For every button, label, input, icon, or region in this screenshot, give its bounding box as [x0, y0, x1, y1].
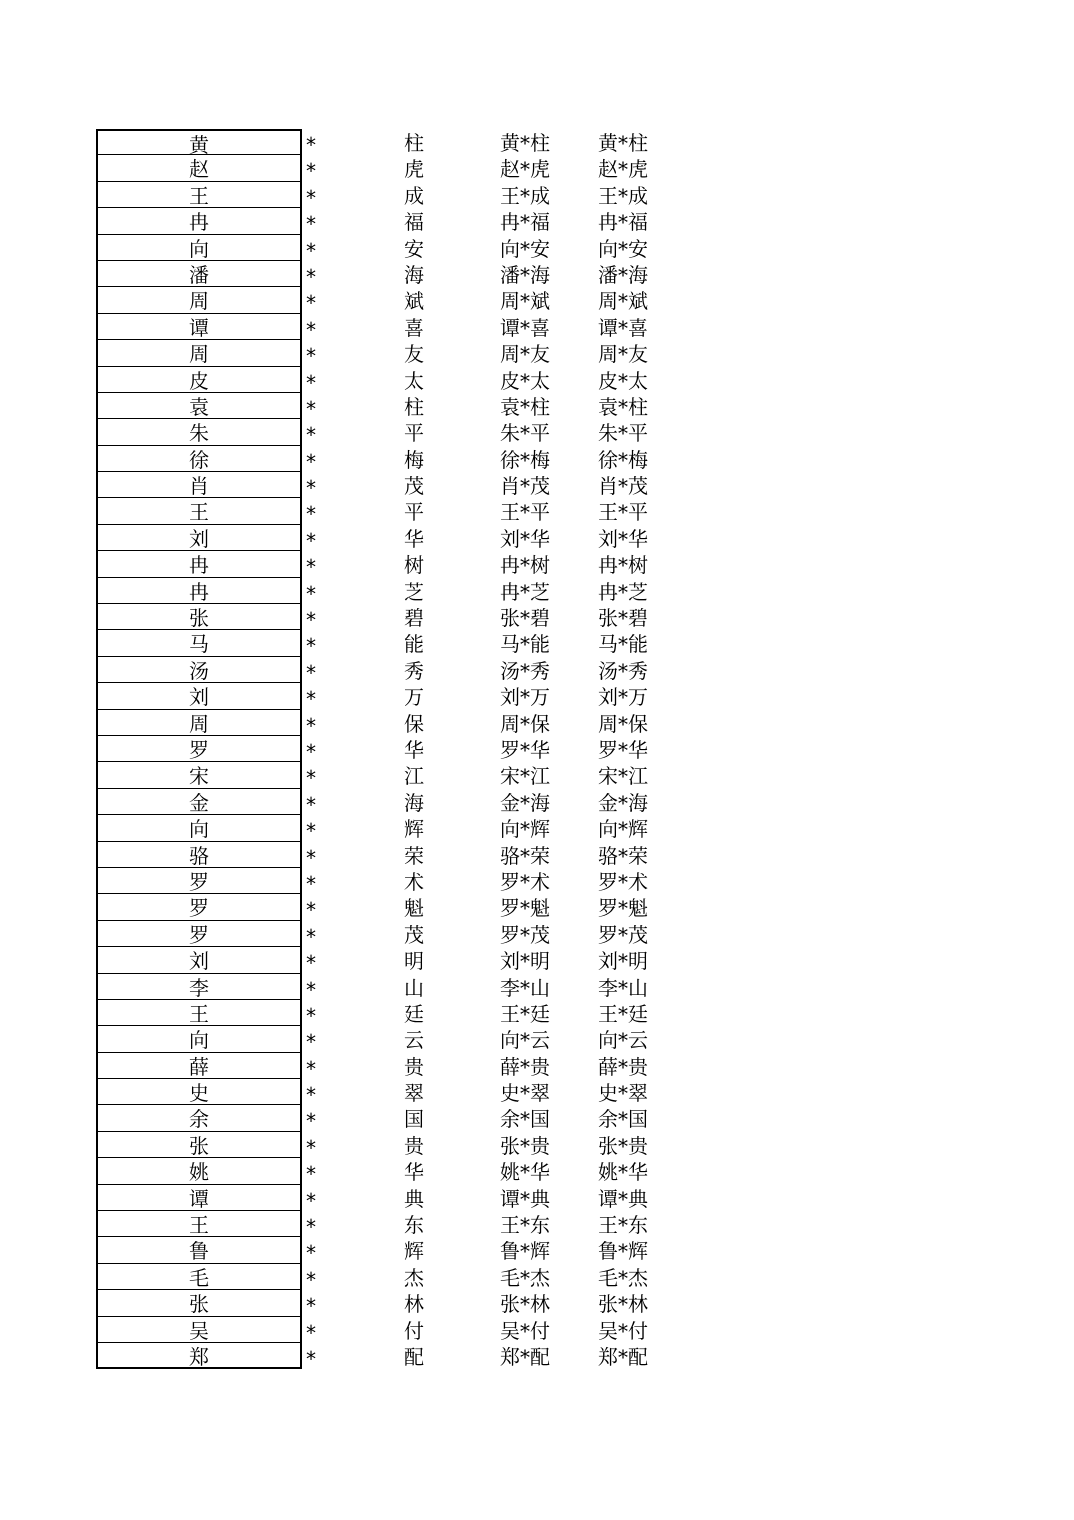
- surname-cell[interactable]: 冉: [96, 208, 302, 234]
- mask-mark-cell[interactable]: *: [305, 1135, 318, 1160]
- mask-mark-cell[interactable]: *: [305, 977, 318, 1002]
- surname-cell[interactable]: 刘: [96, 683, 302, 709]
- masked-name-cell[interactable]: 郑*配: [500, 1344, 550, 1369]
- masked-name-copy-cell[interactable]: 皮*太: [598, 368, 648, 393]
- masked-name-cell[interactable]: 史*翠: [500, 1081, 550, 1106]
- given-name-cell[interactable]: 柱: [404, 131, 424, 155]
- mask-mark-cell[interactable]: *: [305, 1003, 318, 1028]
- given-name-cell[interactable]: 梅: [404, 447, 424, 472]
- table-row: [96, 1132, 696, 1158]
- given-name-cell[interactable]: 友: [404, 342, 424, 367]
- table-row: [96, 604, 696, 633]
- mask-mark-cell[interactable]: *: [305, 898, 318, 923]
- masked-name-copy-cell[interactable]: 罗*茂: [598, 922, 648, 947]
- table-row: [96, 261, 696, 287]
- given-name-cell[interactable]: 术: [404, 869, 424, 894]
- masked-name-cell[interactable]: 宋*江: [500, 764, 550, 789]
- masked-name-cell[interactable]: 汤*秀: [500, 658, 550, 683]
- surname-cell[interactable]: 谭: [96, 314, 302, 340]
- mask-mark-cell[interactable]: *: [305, 924, 318, 949]
- masked-name-cell[interactable]: 周*斌: [500, 289, 550, 314]
- masked-name-cell[interactable]: 李*山: [500, 975, 550, 1000]
- mask-mark-cell[interactable]: *: [305, 739, 318, 764]
- surname-cell[interactable]: 史: [96, 1079, 302, 1105]
- table-row: [96, 1053, 696, 1079]
- surname-cell[interactable]: 王: [96, 1211, 302, 1237]
- masked-name-cell[interactable]: 王*平: [500, 500, 550, 525]
- masked-name-copy-cell[interactable]: 郑*配: [598, 1344, 648, 1369]
- surname-cell[interactable]: 张: [96, 604, 302, 630]
- mask-mark-cell[interactable]: *: [305, 819, 318, 844]
- surname-cell[interactable]: 刘: [96, 947, 302, 973]
- mask-mark-cell[interactable]: *: [305, 396, 318, 421]
- surname-cell[interactable]: 骆: [96, 842, 302, 868]
- masked-name-cell[interactable]: 徐*梅: [500, 447, 550, 472]
- masked-name-copy-cell[interactable]: 冉*福: [598, 210, 648, 235]
- masked-name-cell[interactable]: 赵*虎: [500, 157, 550, 182]
- table-row: [96, 789, 696, 815]
- mask-mark-cell[interactable]: *: [305, 1162, 318, 1187]
- masked-name-copy-cell[interactable]: 周*斌: [598, 289, 648, 314]
- mask-mark-cell[interactable]: *: [305, 317, 318, 342]
- masked-name-copy-cell[interactable]: 朱*平: [598, 421, 648, 446]
- table-row: [96, 894, 696, 923]
- given-name-cell[interactable]: 林: [404, 1292, 424, 1317]
- surname-cell[interactable]: 余: [96, 1105, 302, 1131]
- masked-name-cell[interactable]: 冉*芝: [500, 579, 550, 604]
- table-row: [96, 446, 696, 472]
- masked-name-copy-cell[interactable]: 徐*梅: [598, 447, 648, 472]
- table-row: [96, 1185, 696, 1211]
- mask-mark-cell[interactable]: *: [305, 555, 318, 580]
- surname-cell[interactable]: 李: [96, 974, 302, 1000]
- masked-name-cell[interactable]: 金*海: [500, 790, 550, 815]
- surname-cell[interactable]: 向: [96, 235, 302, 261]
- surname-cell[interactable]: 张: [96, 1290, 302, 1316]
- masked-name-cell[interactable]: 罗*茂: [500, 922, 550, 947]
- masked-name-cell[interactable]: 骆*荣: [500, 843, 550, 868]
- given-name-cell[interactable]: 碧: [404, 606, 424, 631]
- masked-name-copy-cell[interactable]: 赵*虎: [598, 157, 648, 182]
- surname-cell[interactable]: 向: [96, 815, 302, 841]
- masked-name-cell[interactable]: 周*保: [500, 711, 550, 736]
- surname-cell[interactable]: 薛: [96, 1053, 302, 1079]
- table-row: [96, 235, 696, 261]
- masked-name-cell[interactable]: 周*友: [500, 342, 550, 367]
- table-row: [96, 155, 696, 184]
- masked-name-copy-cell[interactable]: 向*辉: [598, 817, 648, 842]
- masked-name-copy-cell[interactable]: 肖*茂: [598, 474, 648, 499]
- surname-cell[interactable]: 鲁: [96, 1237, 302, 1263]
- masked-name-cell[interactable]: 张*贵: [500, 1133, 550, 1158]
- table-row: [96, 340, 696, 369]
- mask-mark-cell[interactable]: *: [305, 581, 318, 606]
- masked-name-cell[interactable]: 罗*魁: [500, 896, 550, 921]
- surname-cell[interactable]: 郑: [96, 1343, 302, 1369]
- masked-name-cell[interactable]: 姚*华: [500, 1160, 550, 1185]
- masked-name-cell[interactable]: 谭*典: [500, 1186, 550, 1211]
- mask-mark-cell[interactable]: *: [305, 449, 318, 474]
- table-row: [96, 630, 696, 659]
- masked-name-cell[interactable]: 向*辉: [500, 817, 550, 842]
- masked-name-copy-cell[interactable]: 张*贵: [598, 1133, 648, 1158]
- table-row: [96, 1079, 696, 1108]
- given-name-cell[interactable]: 贵: [404, 1133, 424, 1158]
- masked-name-cell[interactable]: 罗*术: [500, 869, 550, 894]
- surname-cell[interactable]: 王: [96, 182, 302, 208]
- surname-cell[interactable]: 刘: [96, 525, 302, 551]
- mask-mark-cell[interactable]: *: [305, 1215, 318, 1240]
- surname-cell[interactable]: 赵: [96, 155, 302, 181]
- given-name-cell[interactable]: 魁: [404, 896, 424, 921]
- masked-name-copy-cell[interactable]: 金*海: [598, 790, 648, 815]
- given-name-cell[interactable]: 万: [404, 685, 424, 710]
- given-name-cell[interactable]: 海: [404, 790, 424, 815]
- masked-name-cell[interactable]: 向*安: [500, 236, 550, 261]
- mask-mark-cell[interactable]: *: [305, 502, 318, 527]
- masked-name-copy-cell[interactable]: 罗*华: [598, 737, 648, 762]
- given-name-cell[interactable]: 保: [404, 711, 424, 736]
- masked-name-cell[interactable]: 罗*华: [500, 737, 550, 762]
- table-row: [96, 578, 696, 604]
- masked-name-copy-cell[interactable]: 王*成: [598, 183, 648, 208]
- masked-name-copy-cell[interactable]: 周*保: [598, 711, 648, 736]
- surname-cell[interactable]: 朱: [96, 419, 302, 445]
- table-row: [96, 657, 696, 683]
- surname-cell[interactable]: 王: [96, 498, 302, 524]
- surname-cell[interactable]: 谭: [96, 1185, 302, 1211]
- masked-name-copy-cell[interactable]: 李*山: [598, 975, 648, 1000]
- masked-name-copy-cell[interactable]: 冉*芝: [598, 579, 648, 604]
- masked-name-cell[interactable]: 黄*柱: [500, 131, 550, 155]
- masked-name-copy-cell[interactable]: 姚*华: [598, 1160, 648, 1185]
- masked-name-cell[interactable]: 张*林: [500, 1292, 550, 1317]
- masked-name-copy-cell[interactable]: 向*云: [598, 1028, 648, 1053]
- given-name-cell[interactable]: 杰: [404, 1265, 424, 1290]
- masked-name-cell[interactable]: 朱*平: [500, 421, 550, 446]
- masked-name-cell[interactable]: 肖*茂: [500, 474, 550, 499]
- mask-mark-cell[interactable]: *: [305, 528, 318, 553]
- masked-name-cell[interactable]: 余*国: [500, 1107, 550, 1132]
- table-row: [96, 842, 696, 868]
- masked-name-copy-cell[interactable]: 汤*秀: [598, 658, 648, 683]
- surname-cell[interactable]: 周: [96, 287, 302, 313]
- given-name-cell[interactable]: 荣: [404, 843, 424, 868]
- surname-cell[interactable]: 皮: [96, 367, 302, 393]
- masked-name-copy-cell[interactable]: 谭*典: [598, 1186, 648, 1211]
- given-name-cell[interactable]: 东: [404, 1213, 424, 1238]
- surname-cell[interactable]: 姚: [96, 1158, 302, 1184]
- surname-cell[interactable]: 周: [96, 340, 302, 366]
- masked-name-copy-cell[interactable]: 史*翠: [598, 1081, 648, 1106]
- masked-name-copy-cell[interactable]: 张*林: [598, 1292, 648, 1317]
- given-name-cell[interactable]: 辉: [404, 1239, 424, 1264]
- masked-name-copy-cell[interactable]: 余*国: [598, 1107, 648, 1132]
- given-name-cell[interactable]: 海: [404, 262, 424, 287]
- surname-cell[interactable]: 宋: [96, 762, 302, 788]
- masked-name-copy-cell[interactable]: 刘*华: [598, 526, 648, 551]
- mask-mark-cell[interactable]: *: [305, 133, 318, 157]
- mask-mark-cell[interactable]: *: [305, 185, 318, 210]
- mask-mark-cell[interactable]: *: [305, 792, 318, 817]
- masked-name-copy-cell[interactable]: 周*友: [598, 342, 648, 367]
- given-name-cell[interactable]: 付: [404, 1318, 424, 1343]
- given-name-cell[interactable]: 树: [404, 553, 424, 578]
- mask-mark-cell[interactable]: *: [305, 687, 318, 712]
- table-row: [96, 1343, 696, 1369]
- mask-mark-cell[interactable]: *: [305, 1320, 318, 1345]
- table-row: [96, 393, 696, 419]
- given-name-cell[interactable]: 明: [404, 949, 424, 974]
- table-row: [96, 921, 696, 947]
- masked-name-copy-cell[interactable]: 张*碧: [598, 606, 648, 631]
- mask-mark-cell[interactable]: *: [305, 1030, 318, 1055]
- name-table: [96, 129, 696, 1369]
- surname-cell[interactable]: 冉: [96, 551, 302, 577]
- table-row: [96, 1105, 696, 1134]
- mask-mark-cell[interactable]: *: [305, 1241, 318, 1266]
- table-row: [96, 314, 696, 340]
- surname-cell[interactable]: 毛: [96, 1264, 302, 1290]
- table-row: [96, 1158, 696, 1187]
- masked-name-cell[interactable]: 向*云: [500, 1028, 550, 1053]
- given-name-cell[interactable]: 安: [404, 236, 424, 261]
- masked-name-cell[interactable]: 谭*喜: [500, 315, 550, 340]
- mask-mark-cell[interactable]: *: [305, 1294, 318, 1319]
- masked-name-cell[interactable]: 王*成: [500, 183, 550, 208]
- masked-name-cell[interactable]: 袁*柱: [500, 394, 550, 419]
- masked-name-cell[interactable]: 吴*付: [500, 1318, 550, 1343]
- table-row: [96, 1211, 696, 1240]
- surname-cell[interactable]: 向: [96, 1026, 302, 1052]
- masked-name-cell[interactable]: 冉*树: [500, 553, 550, 578]
- table-row: [96, 1026, 696, 1055]
- masked-name-copy-cell[interactable]: 黄*柱: [598, 131, 648, 155]
- mask-mark-cell[interactable]: *: [305, 608, 318, 633]
- given-name-cell[interactable]: 辉: [404, 817, 424, 842]
- table-row: [96, 683, 696, 712]
- table-row: [96, 419, 696, 448]
- given-name-cell[interactable]: 云: [404, 1028, 424, 1053]
- table-row: [96, 1264, 696, 1290]
- surname-cell[interactable]: 马: [96, 630, 302, 656]
- masked-name-copy-cell[interactable]: 宋*江: [598, 764, 648, 789]
- given-name-cell[interactable]: 华: [404, 737, 424, 762]
- mask-mark-cell[interactable]: *: [305, 370, 318, 395]
- given-name-cell[interactable]: 贵: [404, 1054, 424, 1079]
- masked-name-copy-cell[interactable]: 王*东: [598, 1213, 648, 1238]
- mask-mark-cell[interactable]: *: [305, 423, 318, 448]
- table-row: [96, 208, 696, 237]
- mask-mark-cell[interactable]: *: [305, 476, 318, 501]
- given-name-cell[interactable]: 华: [404, 526, 424, 551]
- given-name-cell[interactable]: 典: [404, 1186, 424, 1211]
- surname-cell[interactable]: 周: [96, 710, 302, 736]
- masked-name-cell[interactable]: 王*东: [500, 1213, 550, 1238]
- masked-name-copy-cell[interactable]: 吴*付: [598, 1318, 648, 1343]
- mask-mark-cell[interactable]: *: [305, 291, 318, 316]
- table-row: [96, 1317, 696, 1343]
- mask-mark-cell[interactable]: *: [305, 1188, 318, 1213]
- surname-cell[interactable]: 肖: [96, 472, 302, 498]
- given-name-cell[interactable]: 江: [404, 764, 424, 789]
- mask-mark-cell[interactable]: *: [305, 634, 318, 659]
- masked-name-copy-cell[interactable]: 向*安: [598, 236, 648, 261]
- given-name-cell[interactable]: 喜: [404, 315, 424, 340]
- table-row: [96, 710, 696, 736]
- masked-name-copy-cell[interactable]: 薛*贵: [598, 1054, 648, 1079]
- given-name-cell[interactable]: 山: [404, 975, 424, 1000]
- surname-cell[interactable]: 罗: [96, 921, 302, 947]
- surname-cell[interactable]: 冉: [96, 578, 302, 604]
- table-row: [96, 815, 696, 844]
- table-row: [96, 1290, 696, 1319]
- given-name-cell[interactable]: 能: [404, 632, 424, 657]
- table-row: [96, 182, 696, 208]
- mask-mark-cell[interactable]: *: [305, 951, 318, 976]
- masked-name-copy-cell[interactable]: 鲁*辉: [598, 1239, 648, 1264]
- masked-name-cell[interactable]: 刘*万: [500, 685, 550, 710]
- given-name-cell[interactable]: 国: [404, 1107, 424, 1132]
- mask-mark-cell[interactable]: *: [305, 212, 318, 237]
- surname-cell[interactable]: 潘: [96, 261, 302, 287]
- given-name-cell[interactable]: 福: [404, 210, 424, 235]
- surname-cell[interactable]: 罗: [96, 868, 302, 894]
- given-name-cell[interactable]: 芝: [404, 579, 424, 604]
- masked-name-copy-cell[interactable]: 袁*柱: [598, 394, 648, 419]
- table-row: [96, 736, 696, 762]
- mask-mark-cell[interactable]: *: [305, 871, 318, 896]
- surname-cell[interactable]: 袁: [96, 393, 302, 419]
- table-row: [96, 1000, 696, 1026]
- given-name-cell[interactable]: 柱: [404, 394, 424, 419]
- table-row: [96, 974, 696, 1000]
- mask-mark-cell[interactable]: *: [305, 1267, 318, 1292]
- given-name-cell[interactable]: 平: [404, 421, 424, 446]
- table-row: [96, 947, 696, 976]
- masked-name-copy-cell[interactable]: 罗*术: [598, 869, 648, 894]
- given-name-cell[interactable]: 斌: [404, 289, 424, 314]
- table-row: [96, 551, 696, 580]
- given-name-cell[interactable]: 虎: [404, 157, 424, 182]
- mask-mark-cell[interactable]: *: [305, 1083, 318, 1108]
- masked-name-copy-cell[interactable]: 谭*喜: [598, 315, 648, 340]
- masked-name-copy-cell[interactable]: 罗*魁: [598, 896, 648, 921]
- given-name-cell[interactable]: 秀: [404, 658, 424, 683]
- surname-cell[interactable]: 吴: [96, 1317, 302, 1343]
- given-name-cell[interactable]: 翠: [404, 1081, 424, 1106]
- table-row: [96, 367, 696, 393]
- surname-cell[interactable]: 黄: [96, 129, 302, 155]
- given-name-cell[interactable]: 茂: [404, 474, 424, 499]
- mask-mark-cell[interactable]: *: [305, 264, 318, 289]
- surname-cell[interactable]: 徐: [96, 446, 302, 472]
- table-row: [96, 868, 696, 894]
- masked-name-cell[interactable]: 冉*福: [500, 210, 550, 235]
- masked-name-copy-cell[interactable]: 毛*杰: [598, 1265, 648, 1290]
- masked-name-cell[interactable]: 潘*海: [500, 262, 550, 287]
- given-name-cell[interactable]: 廷: [404, 1001, 424, 1026]
- masked-name-copy-cell[interactable]: 刘*明: [598, 949, 648, 974]
- surname-cell[interactable]: 罗: [96, 894, 302, 920]
- table-row: [96, 762, 696, 791]
- masked-name-cell[interactable]: 毛*杰: [500, 1265, 550, 1290]
- masked-name-cell[interactable]: 鲁*辉: [500, 1239, 550, 1264]
- given-name-cell[interactable]: 华: [404, 1160, 424, 1185]
- mask-mark-cell[interactable]: *: [305, 159, 318, 184]
- masked-name-copy-cell[interactable]: 骆*荣: [598, 843, 648, 868]
- masked-name-copy-cell[interactable]: 刘*万: [598, 685, 648, 710]
- given-name-cell[interactable]: 太: [404, 368, 424, 393]
- mask-mark-cell[interactable]: *: [305, 845, 318, 870]
- given-name-cell[interactable]: 配: [404, 1344, 424, 1369]
- given-name-cell[interactable]: 茂: [404, 922, 424, 947]
- table-row: [96, 287, 696, 316]
- masked-name-cell[interactable]: 刘*明: [500, 949, 550, 974]
- surname-cell[interactable]: 罗: [96, 736, 302, 762]
- surname-cell[interactable]: 王: [96, 1000, 302, 1026]
- given-name-cell[interactable]: 成: [404, 183, 424, 208]
- table-row: [96, 472, 696, 501]
- mask-mark-cell[interactable]: *: [305, 238, 318, 263]
- masked-name-cell[interactable]: 王*廷: [500, 1001, 550, 1026]
- masked-name-copy-cell[interactable]: 王*平: [598, 500, 648, 525]
- surname-cell[interactable]: 汤: [96, 657, 302, 683]
- masked-name-copy-cell[interactable]: 潘*海: [598, 262, 648, 287]
- mask-mark-cell[interactable]: *: [305, 1346, 318, 1371]
- masked-name-copy-cell[interactable]: 马*能: [598, 632, 648, 657]
- surname-cell[interactable]: 张: [96, 1132, 302, 1158]
- mask-mark-cell[interactable]: *: [305, 1056, 318, 1081]
- mask-mark-cell[interactable]: *: [305, 660, 318, 685]
- masked-name-copy-cell[interactable]: 冉*树: [598, 553, 648, 578]
- table-row: [96, 129, 696, 155]
- masked-name-cell[interactable]: 薛*贵: [500, 1054, 550, 1079]
- mask-mark-cell[interactable]: *: [305, 344, 318, 369]
- given-name-cell[interactable]: 平: [404, 500, 424, 525]
- masked-name-cell[interactable]: 张*碧: [500, 606, 550, 631]
- mask-mark-cell[interactable]: *: [305, 766, 318, 791]
- table-row: [96, 1237, 696, 1266]
- table-row: [96, 525, 696, 551]
- surname-cell[interactable]: 金: [96, 789, 302, 815]
- masked-name-copy-cell[interactable]: 王*廷: [598, 1001, 648, 1026]
- masked-name-cell[interactable]: 马*能: [500, 632, 550, 657]
- mask-mark-cell[interactable]: *: [305, 1109, 318, 1134]
- table-row: [96, 498, 696, 527]
- mask-mark-cell[interactable]: *: [305, 713, 318, 738]
- masked-name-cell[interactable]: 刘*华: [500, 526, 550, 551]
- masked-name-cell[interactable]: 皮*太: [500, 368, 550, 393]
